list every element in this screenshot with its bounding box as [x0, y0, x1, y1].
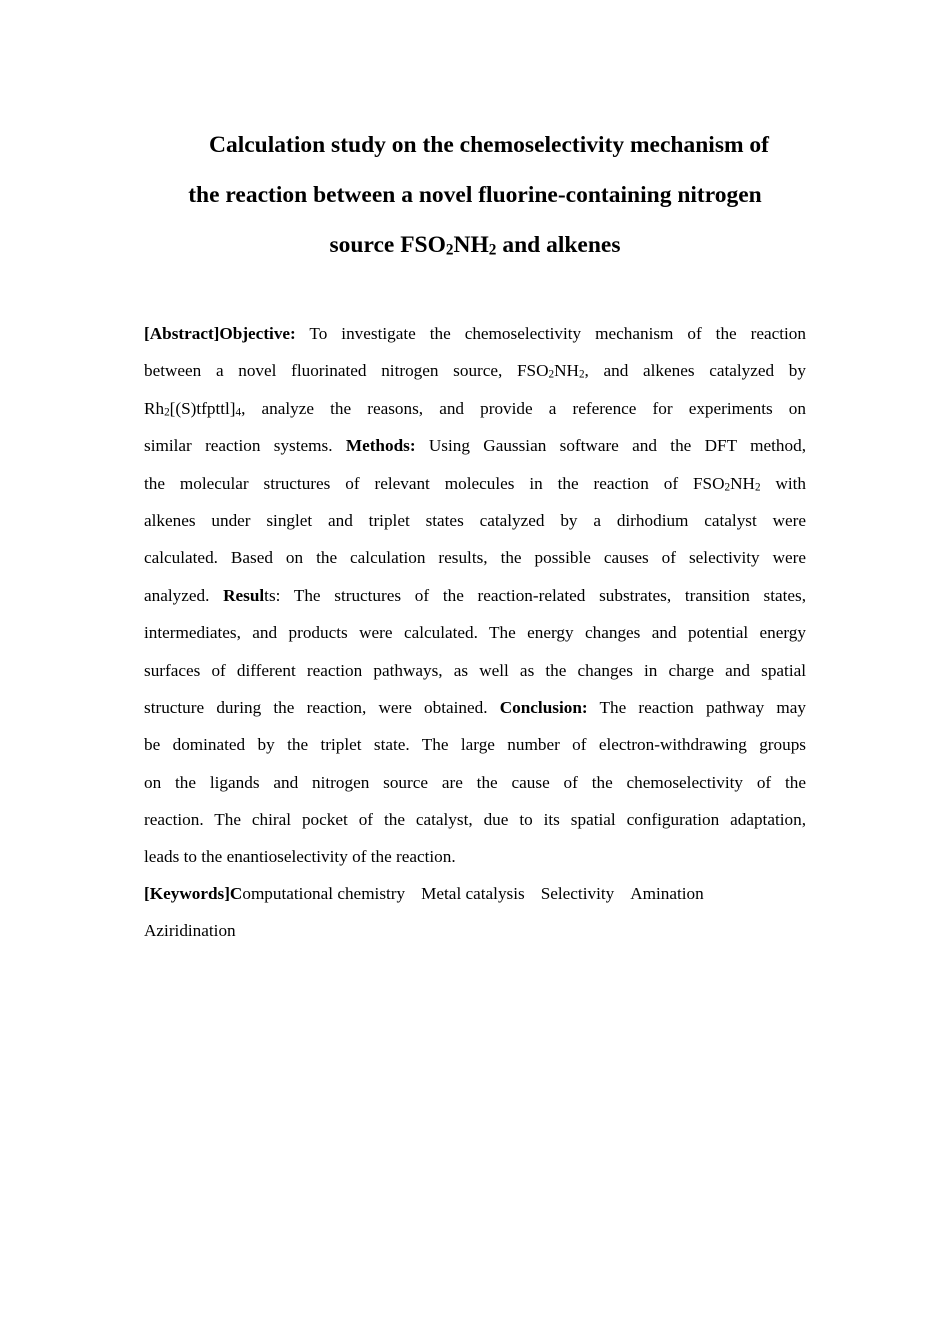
title-text: source FSO	[329, 232, 446, 258]
abstract-line: reaction. The chiral pocket of the catalyst, due to its spatial configuration adaptation,	[144, 810, 806, 830]
abstract-text: Rh	[144, 398, 165, 418]
abstract-text: between a novel fluorinated nitrogen source, FSO	[144, 361, 549, 381]
subscript: 2	[488, 241, 497, 259]
abstract-line	[144, 689, 806, 726]
keywords-line	[144, 875, 806, 912]
abstract-line: on the ligands and nitrogen source are the cause of the chemoselectivity of the	[144, 772, 806, 792]
keyword-initial: C	[229, 884, 243, 903]
abstract-text: ts: The structures of the reaction-related substrates, transition states,	[264, 585, 806, 605]
abstract-text: structure during the reaction, were obtained.	[144, 697, 500, 717]
keywords-label: [Keywords]	[144, 884, 230, 903]
abstract-line	[144, 427, 806, 464]
keyword-item: Amination	[630, 884, 704, 903]
abstract-line: be dominated by the triplet state. The large number of electron-withdrawing groups	[144, 735, 806, 755]
subscript: 2	[754, 481, 761, 494]
abstract-text: NH	[554, 361, 579, 381]
keywords-line	[144, 912, 806, 949]
abstract-line	[144, 577, 806, 614]
title-line-2: the reaction between a novel fluorine-containing nitrogen	[188, 182, 762, 208]
abstract-text: , and alkenes catalyzed by	[584, 361, 806, 381]
abstract-line	[144, 465, 806, 502]
keyword-item	[230, 875, 405, 912]
abstract-text: [(S)tfpttl]	[169, 398, 236, 418]
abstract-text: with	[760, 473, 806, 493]
title-text: NH	[453, 232, 489, 258]
subscript: 2	[578, 369, 585, 382]
conclusion-label: Conclusion:	[499, 697, 588, 717]
abstract-line	[144, 390, 806, 427]
abstract-text: To investigate the chemoselectivity mechanism of the reaction	[295, 324, 806, 343]
abstract-line: intermediates, and products were calculated. The energy changes and potential energy	[144, 623, 806, 643]
abstract-text: , analyze the reasons, and provide a reference for experiments on	[241, 398, 806, 418]
title-text: and alkenes	[496, 232, 621, 258]
abstract-line	[144, 352, 806, 389]
abstract-line: calculated. Based on the calculation results, the possible causes of selectivity were	[144, 548, 806, 568]
keyword-item: Selectivity	[540, 884, 615, 903]
subscript: 2	[445, 241, 454, 259]
abstract-text: The reaction pathway may	[587, 697, 806, 717]
subscript: 4	[235, 406, 242, 419]
keyword-text: omputational chemistry	[242, 884, 406, 903]
title-line-3	[140, 220, 810, 270]
methods-label: Methods:	[345, 436, 416, 456]
abstract-line: alkenes under singlet and triplet states catalyzed by a dirhodium catalyst were	[144, 510, 806, 530]
abstract-text: analyzed.	[144, 585, 224, 605]
abstract-text: NH	[730, 473, 755, 493]
subscript: 2	[548, 369, 555, 382]
abstract-line	[144, 315, 806, 352]
abstract-label: [Abstract]	[144, 324, 220, 343]
abstract-line: leads to the enantioselectivity of the reaction.	[144, 847, 456, 867]
abstract-text: similar reaction systems.	[144, 436, 346, 456]
abstract-section	[144, 315, 806, 876]
abstract-line: surfaces of different reaction pathways, as well as the changes in charge and spatial	[144, 660, 806, 680]
keyword-item: Metal catalysis	[421, 884, 525, 903]
subscript: 2	[164, 406, 170, 419]
paper-title	[140, 120, 810, 270]
abstract-text: Using Gaussian software and the DFT method,	[415, 436, 806, 456]
keywords-section	[144, 875, 806, 950]
title-line-1: Calculation study on the chemoselectivity mechanism of	[208, 132, 770, 158]
objective-label: Objective:	[219, 324, 296, 343]
subscript: 2	[724, 481, 731, 494]
abstract-text: the molecular structures of relevant molecules in the reaction of FSO	[144, 473, 725, 493]
results-label: Resul	[223, 585, 265, 605]
keyword-item: Aziridination	[144, 921, 236, 941]
